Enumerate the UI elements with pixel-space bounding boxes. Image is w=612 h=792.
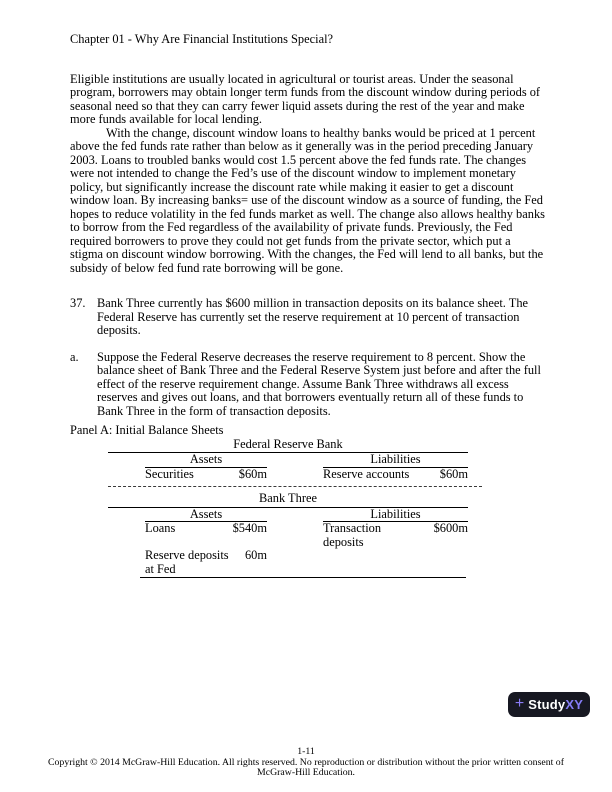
balance-sheets: [108, 438, 482, 579]
dashed-divider: [108, 486, 482, 487]
table-row: [108, 563, 468, 577]
bank-asset-label: at Fed: [145, 561, 176, 576]
studyxy-logo[interactable]: [508, 692, 590, 717]
table-row: [108, 549, 468, 563]
bank-column-headers: [108, 508, 468, 523]
paragraph-seasonal-program: Eligible institutions are usually located in agricultural or tourist areas. Under the seasonal program, borrowers may obtain longer term funds from the discount window during periods of seasonal need so that they can carry fewer liquid assets during the rest of the year and make more funds available for local lending.: [70, 71, 541, 126]
bank-liabilities-header: Liabilities: [323, 508, 468, 523]
bank-liability-value: $600m: [433, 521, 468, 535]
fed-assets-header: Assets: [145, 453, 267, 468]
question-text: Bank Three currently has $600 million in transaction deposits on its balance sheet. The Federal Reserve has currently set the reserve requirement at 10 percent of transaction deposits.: [97, 296, 529, 337]
bank-asset-value: $540m: [232, 521, 267, 535]
fed-column-headers: [108, 453, 468, 468]
question-number: 37.: [70, 296, 86, 310]
fed-liability-label: Reserve accounts: [323, 466, 410, 481]
bank-liability-value: [424, 549, 468, 563]
page-content: [70, 33, 546, 578]
table-row: [108, 468, 468, 482]
fed-liabilities-header: Liabilities: [323, 453, 468, 468]
bank-assets-header: Assets: [145, 508, 267, 523]
page-number: 1-11: [297, 746, 315, 758]
brand-xy: XY: [565, 697, 584, 712]
bank-three-balance-sheet: [108, 492, 482, 578]
plus-icon: +: [514, 694, 525, 712]
bank-asset-value: 60m: [244, 548, 267, 562]
bank-asset-value: [231, 563, 267, 577]
part-text: Suppose the Federal Reserve decreases the reserve requirement to 8 percent. Show the balance sheet of Bank Three and the Federal Reserve System just before and after the full effect of the reserve requirement change. Assume Bank Three withdraws all excess reserves and gives out loans, and that borrowers eventually return all of these funds to Bank Three in the form of transaction deposits.: [97, 349, 541, 418]
fed-sheet-title: Federal Reserve Bank: [108, 438, 468, 454]
bank-liability-label: Transaction deposits: [323, 521, 382, 549]
bank-liability-value: [424, 563, 468, 577]
paragraph-discount-window-change: With the change, discount window loans to healthy banks would be priced at 1 percent above the fed funds rate rather than below as it generally was in the period preceding January 2003. Loans to troubled banks would cost 1.5 percent above the fed funds rate. The changes were not intended to change the Fed’s use of the discount window to implement monetary policy, but significantly increase the discount rate while making it easier to get a discount window loan. By increasing banks= use of the discount window as a source of funding, the Fed hopes to reduce volatility in the fed funds market as well. The change also allows healthy banks to borrow from the Fed regardless of the availability of private funds. Previously, the Fed required borrowers to prove they could not get funds from the private sector, which put a stigma on discount window borrowing. With the changes, the Fed will lend to all banks, but the subsidy of below fed fund rate borrowing will be gone.: [70, 125, 545, 275]
brand-study: Study: [528, 697, 566, 712]
bank-asset-label: Reserve deposits: [145, 548, 229, 562]
studyxy-brand-text: [528, 697, 583, 712]
fed-balance-sheet: [108, 438, 482, 482]
fed-liability-value: $60m: [439, 466, 468, 481]
question-37-part-a: [70, 351, 546, 419]
table-row: [108, 522, 468, 549]
bank-liability-label: [323, 563, 424, 577]
chapter-header: Chapter 01 - Why Are Financial Institutions Special?: [70, 32, 334, 46]
bank-asset-label: Loans: [145, 521, 176, 535]
table-bottom-rule: [140, 577, 466, 578]
page-footer: [36, 747, 576, 779]
fed-asset-value: $60m: [238, 466, 267, 481]
copyright-notice: Copyright © 2014 McGraw-Hill Education. All rights reserved. No reproduction or distribution without the prior written consent of McGraw-Hill Education.: [48, 756, 564, 779]
fed-asset-label: Securities: [145, 466, 194, 481]
bank-sheet-title: Bank Three: [108, 492, 468, 508]
part-letter: a.: [70, 349, 79, 364]
panel-a-label: Panel A: Initial Balance Sheets: [70, 423, 224, 437]
question-37: [70, 297, 546, 338]
bank-liability-label: [323, 549, 424, 563]
